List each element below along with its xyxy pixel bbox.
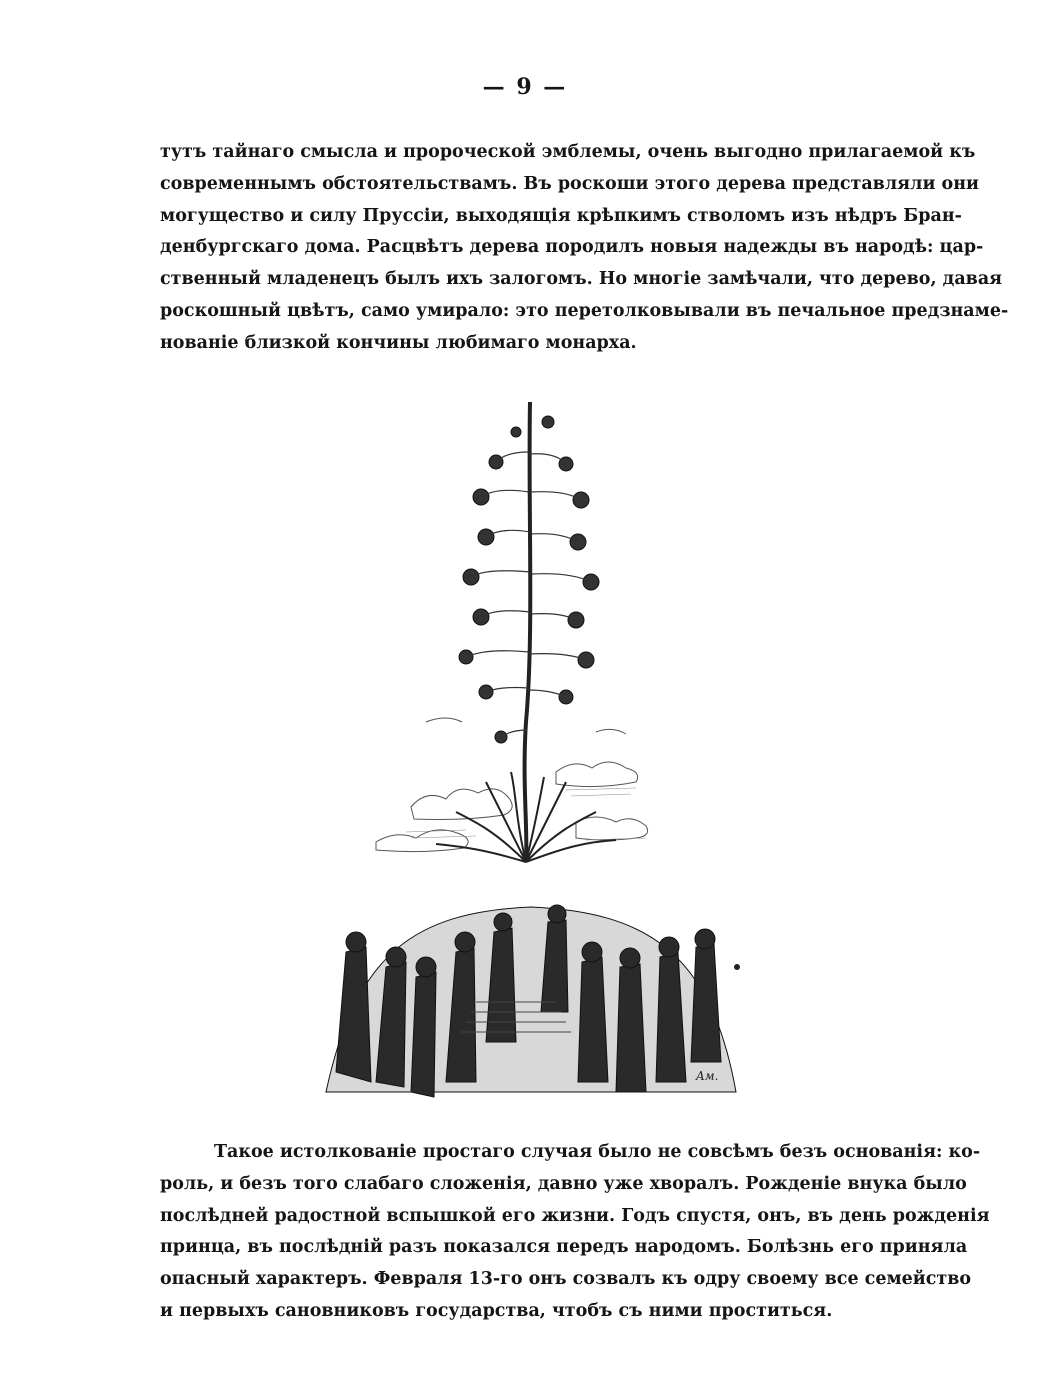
crowd <box>326 905 736 1097</box>
paragraph-2-line: опасный характеръ. Февраля 13-го онъ созвалъ къ одру своему все семейство <box>160 1269 972 1290</box>
agave-stalk <box>525 402 531 862</box>
paragraph-1-line: могущество и силу Пруссіи, выходящія крѣпкимъ стволомъ изъ нѣдръ Бран- <box>160 205 962 226</box>
paragraph-2-line: послѣдней радостной вспышкой его жизни. Годъ спустя, онъ, въ день рожденія <box>160 1205 990 1226</box>
paragraph-2-line: и первыхъ сановниковъ государства, чтобъ съ ними проститься. <box>160 1300 833 1321</box>
page-number: — 9 — <box>482 74 568 100</box>
paragraph-1-line: нованіе близкой кончины любимаго монарха. <box>160 332 637 353</box>
paragraph-1-line: денбургскаго дома. Расцвѣтъ дерева породилъ новыя надежды въ народѣ: цар- <box>160 237 984 258</box>
paragraph-2-line: роль, и безъ того слабаго сложенія, давно уже хворалъ. Рожденіе внука было <box>160 1173 967 1194</box>
paragraph-2 <box>160 1137 990 1328</box>
paragraph-1 <box>160 137 1009 360</box>
paragraph-2-line: принца, въ послѣдній разъ показался передъ народомъ. Болѣзнь его приняла <box>160 1237 968 1258</box>
paragraph-1-line: тутъ тайнаго смысла и пророческой эмблемы, очень выгодно прилагаемой къ <box>160 142 976 162</box>
paragraph-1-line: роскошный цвѣтъ, само умирало: это перетолковывали въ печальное предзнаме- <box>160 300 1009 321</box>
paragraph-2-line: Такое истолкованіе простаго случая было не совсѣмъ безъ основанія: ко- <box>214 1142 981 1162</box>
engraving-flowering-agave-crowd <box>316 392 746 1110</box>
paragraph-1-line: ственный младенецъ былъ ихъ залогомъ. Но многіе замѣчали, что дерево, давая <box>160 269 1003 290</box>
paragraph-1-line: современнымъ обстоятельствамъ. Въ роскоши этого дерева представляли они <box>160 173 979 194</box>
artist-signature: Aм. <box>696 1069 719 1083</box>
ink-speck <box>734 964 740 970</box>
